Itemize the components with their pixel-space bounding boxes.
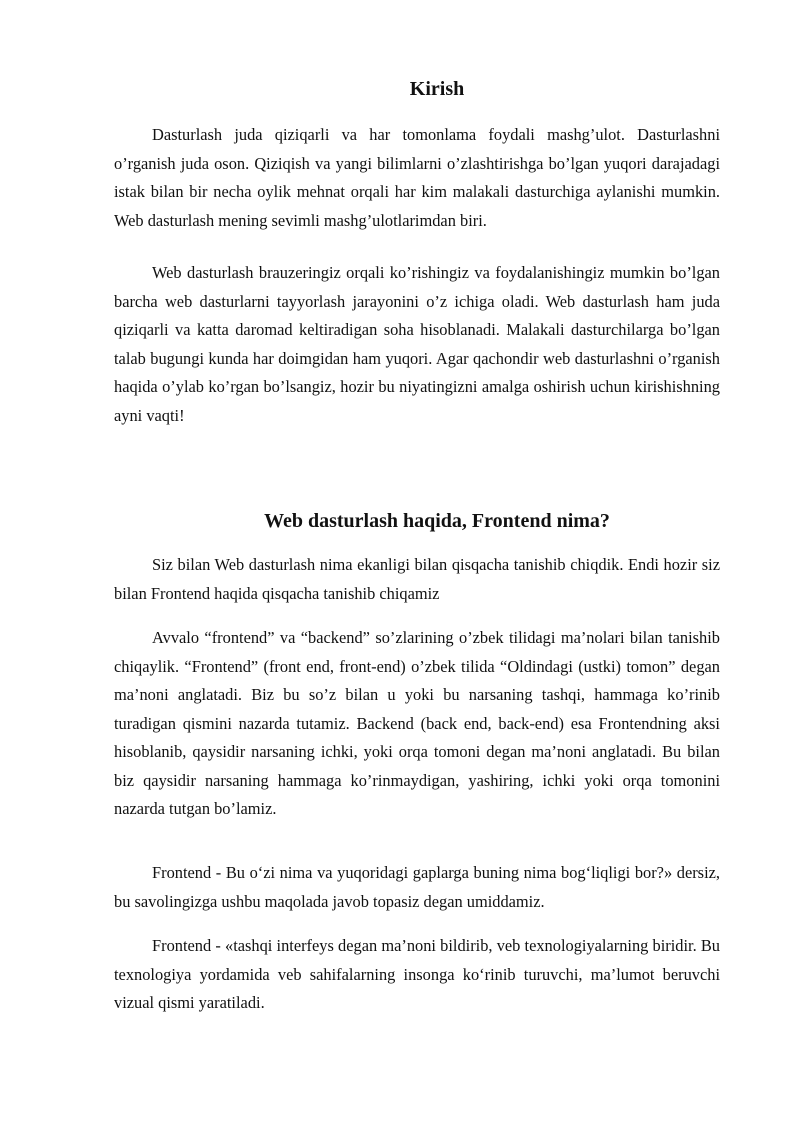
paragraph: Siz bilan Web dasturlash nima ekanligi bilan qisqacha tanishib chiqdik. Endi hozir siz bilan Frontend haqida qisqacha tanishib chiqamiz — [114, 555, 720, 603]
paragraph: Frontend - «tashqi interfeys degan ma’noni bildirib, veb texnologiyalarning biridir. Bu texnologiya yordamida veb sahifalarning insonga ko‘rinib turuvchi, ma’lumot beruvchi vizual qismi yaratiladi. — [114, 936, 720, 1012]
section-heading-kirish: Kirish — [409, 78, 465, 100]
paragraph: Web dasturlash brauzeringiz orqali ko’rishingiz va foydalanishingiz mumkin bo’lgan barcha web dasturlarni tayyorlash jarayonini o’z ichiga oladi. Web dasturlash ham juda qiziqarli va katta daromad keltiradigan soha hisoblanadi. Malakali dasturchilarga bo’lgan talab bugungi kunda har doimgidan ham yuqori. Agar qachondir web dasturlashni o’rganish haqida o’ylab ko’rgan bo’lsangiz, hozir bu niyatingizni amalga oshirish uchun kirishishning ayni vaqti! — [114, 263, 720, 425]
paragraph: Frontend - Bu o‘zi nima va yuqoridagi gaplarga buning nima bog‘liqligi bor?» dersiz, bu savolingizga ushbu maqolada javob topasiz degan umiddamiz. — [114, 863, 720, 911]
section-heading-frontend: Web dasturlash haqida, Frontend nima? — [264, 510, 610, 532]
paragraph: Dasturlash juda qiziqarli va har tomonlama foydali mashg’ulot. Dasturlashni o’rganish juda oson. Qiziqish va yangi bilimlarni o’zlashtirishga bo’lgan yuqori darajadagi istak bilan bir necha oylik mehnat orqali har kim malakali dasturchiga aylanishi mumkin. Web dasturlash mening sevimli mashg’ulotlarimdan biri. — [114, 125, 720, 230]
paragraph: Avvalo “frontend” va “backend” so’zlarining o’zbek tilidagi ma’nolari bilan tanishib chiqaylik. “Frontend” (front end, front-end) o’zbek tilida “Oldindagi (ustki) tomon” degan ma’noni anglatadi. Biz bu so’z bilan u yoki bu narsaning tashqi, hammaga ko’rinib turadigan qismini nazarda tutamiz. Backend (back end, back-end) esa Frontendning aksi hisoblanib, qaysidir narsaning ichki, yoki orqa tomoni degan ma’noni anglatadi. Bu bilan biz qaysidir narsaning hammaga ko’rinmaydigan, yashiring, ichki yoki orqa tomonini nazarda tutgan bo’lamiz. — [114, 628, 720, 818]
